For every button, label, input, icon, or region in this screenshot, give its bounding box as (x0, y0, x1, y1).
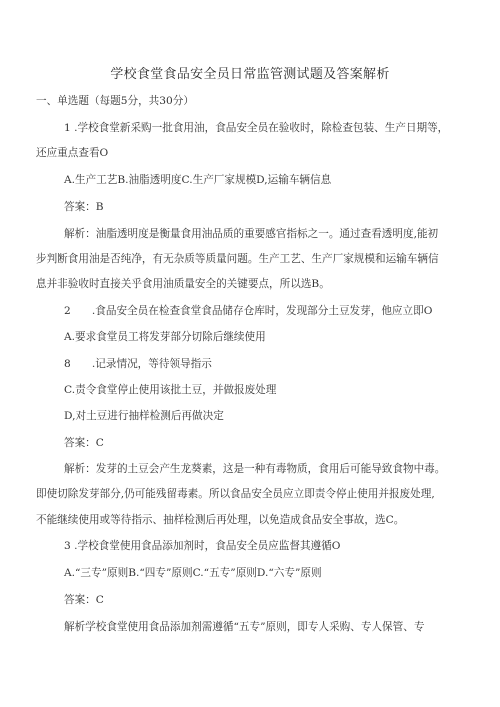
question-3-stem: 3 .学校食堂使用食品添加剂时，食品安全员应监督其遵循O (64, 540, 341, 552)
question-1-analysis-line-2: 步判断食用油是否纯净，有无杂质等质量问题。生产工艺、生产厂家规模和运输车辆信 (36, 253, 439, 265)
question-2-answer: 答案：C (64, 437, 104, 449)
section-heading: 一、单选题（每题5分，共30分） (36, 95, 194, 107)
question-2-option-a: A.要求食堂员工将发芽部分切除后继续使用 (64, 331, 266, 343)
question-3-options: A.“三专”原则B.“四专”原则C.“五专”原则D.“六专”原则 (64, 567, 322, 579)
question-3-answer: 答案：C (64, 594, 104, 606)
question-1-stem-line-2: 还应重点查看O (36, 147, 109, 159)
question-2-analysis-line-3: 不能继续使用或等待指示、抽样检测后再处理，以免造成食品安全事故，选C。 (36, 514, 405, 526)
question-2-analysis-line-1: 解析：发芽的土豆会产生龙葵素，这是一种有毒物质，食用后可能导致食物中毒。 (64, 463, 446, 475)
question-2-option-d: D,对土豆进行抽样检测后再做决定 (64, 410, 224, 422)
question-2-analysis-line-2: 即使切除发芽部分,仍可能残留毒素。所以食品安全员应立即责令停止使用并报废处理, (36, 488, 435, 500)
question-2-option-c: C.责令食堂停止使用该批土豆，并做报废处理 (64, 384, 277, 396)
question-1-stem-line-1: 1 .学校食堂新采购一批食用油，食品安全员在验收时，除检查包装、生产日期等， (64, 122, 449, 134)
question-3-analysis-line-1: 解析学校食堂使用食品添加剂需遵循“五专”原则，即专人采购、专人保管、专 (64, 621, 425, 633)
question-2-stem: 2 .食品安全员在检查食堂食品储存仓库时，发现部分土豆发芽，他应立即O (64, 305, 433, 317)
document-title: 学校食堂食品安全员日常监管测试题及答案解析 (110, 67, 390, 82)
question-1-options: A.生产工艺B.油脂透明度C.生产厂家规模D,运输车辆信息 (64, 174, 332, 186)
question-1-analysis-line-1: 解析：油脂透明度是衡量食用油品质的重要感官指标之一。通过查看透明度,能初 (64, 228, 439, 240)
question-2-option-b: 8 .记录情况，等待领导指示 (64, 358, 212, 370)
question-1-answer: 答案：B (64, 201, 104, 213)
question-1-analysis-line-3: 息并非验收时直接关乎食用油质量安全的关键要点，所以选B。 (36, 278, 330, 290)
